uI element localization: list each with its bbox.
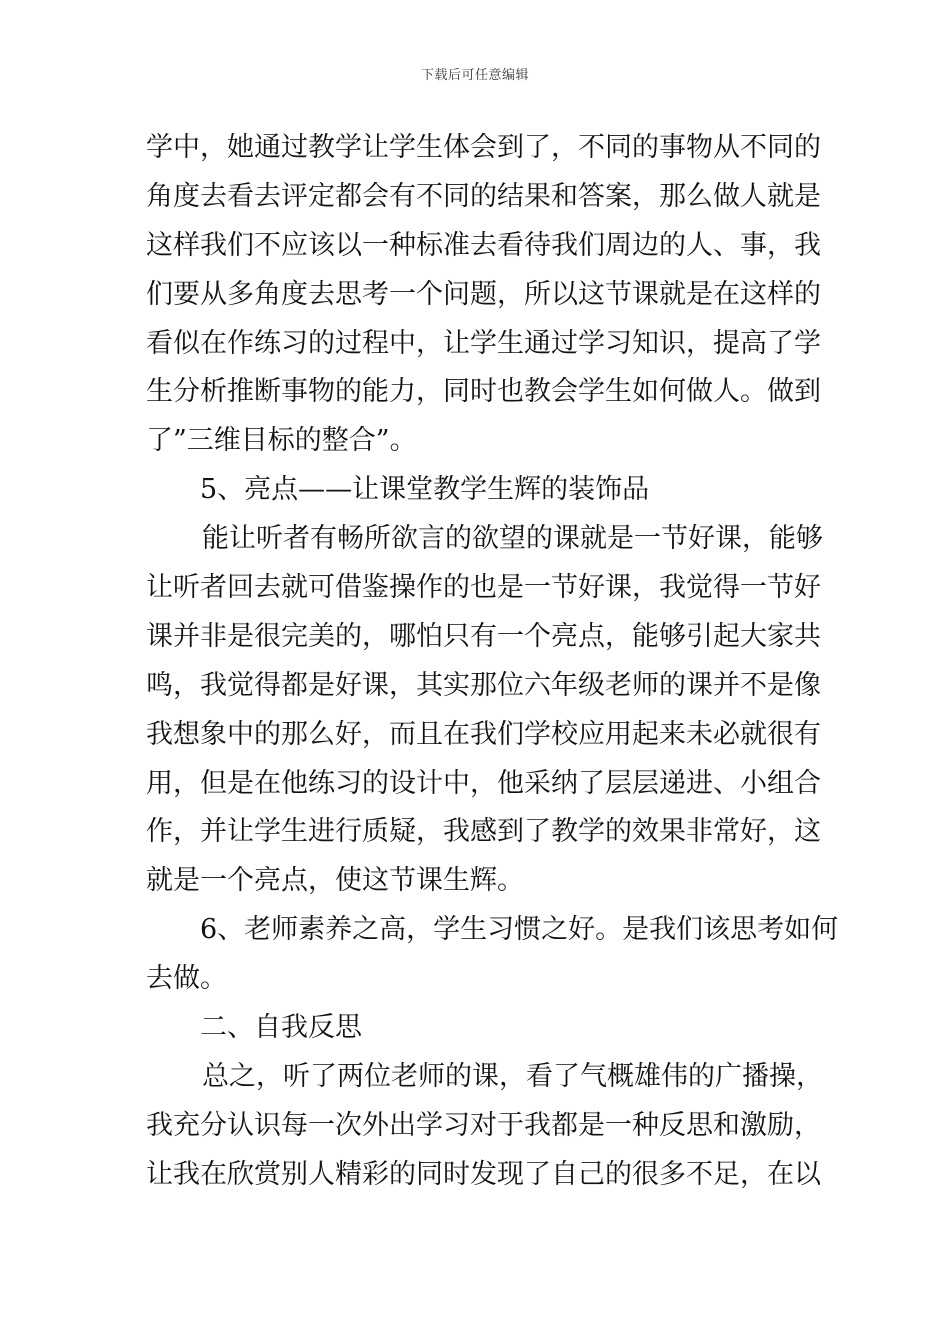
text-line: 总之，听了两位老师的课，看了气概雄伟的广播操， xyxy=(202,1060,823,1092)
text-line: 我充分认识每一次外出学习对于我都是一种反思和激励， xyxy=(146,1109,821,1141)
text-line: 生分析推断事物的能力，同时也教会学生如何做人。做到 xyxy=(146,376,821,408)
text-line: 我想象中的那么好，而且在我们学校应用起来未必就很有 xyxy=(146,718,821,750)
text-line: 就是一个亮点，使这节课生辉。 xyxy=(146,865,524,897)
text-line: 6、老师素养之高，学生习惯之好。是我们该思考如何 xyxy=(200,914,839,946)
body-text xyxy=(146,124,839,1200)
text-line: 去做。 xyxy=(146,963,227,995)
text-line: 了”三维目标的整合”。 xyxy=(146,425,417,457)
section-heading: 二、自我反思 xyxy=(200,1012,362,1044)
text-line: 们要从多角度去思考一个问题，所以这节课就是在这样的 xyxy=(146,278,821,310)
text-line: 鸣，我觉得都是好课，其实那位六年级老师的课并不是像 xyxy=(146,669,821,701)
text-line: 这样我们不应该以一种标准去看待我们周边的人、事，我 xyxy=(146,229,821,261)
text-line: 看似在作练习的过程中，让学生通过学习知识，提高了学 xyxy=(146,327,821,359)
text-line: 让听者回去就可借鉴操作的也是一节好课，我觉得一节好 xyxy=(146,572,821,604)
text-line: 角度去看去评定都会有不同的结果和答案，那么做人就是 xyxy=(146,180,821,212)
text-line: 课并非是很完美的，哪怕只有一个亮点，能够引起大家共 xyxy=(146,620,821,652)
page-header-note: 下载后可任意编辑 xyxy=(420,68,529,83)
text-line: 作，并让学生进行质疑，我感到了教学的效果非常好，这 xyxy=(146,816,821,848)
text-line: 能让听者有畅所欲言的欲望的课就是一节好课，能够 xyxy=(202,523,823,555)
text-line: 让我在欣赏别人精彩的同时发现了自己的很多不足，在以 xyxy=(146,1158,821,1190)
section-heading: 5、亮点——让课堂教学生辉的装饰品 xyxy=(200,474,650,506)
text-line: 用，但是在他练习的设计中，他采纳了层层递进、小组合 xyxy=(146,767,821,799)
text-line: 学中，她通过教学让学生体会到了，不同的事物从不同的 xyxy=(146,132,821,163)
